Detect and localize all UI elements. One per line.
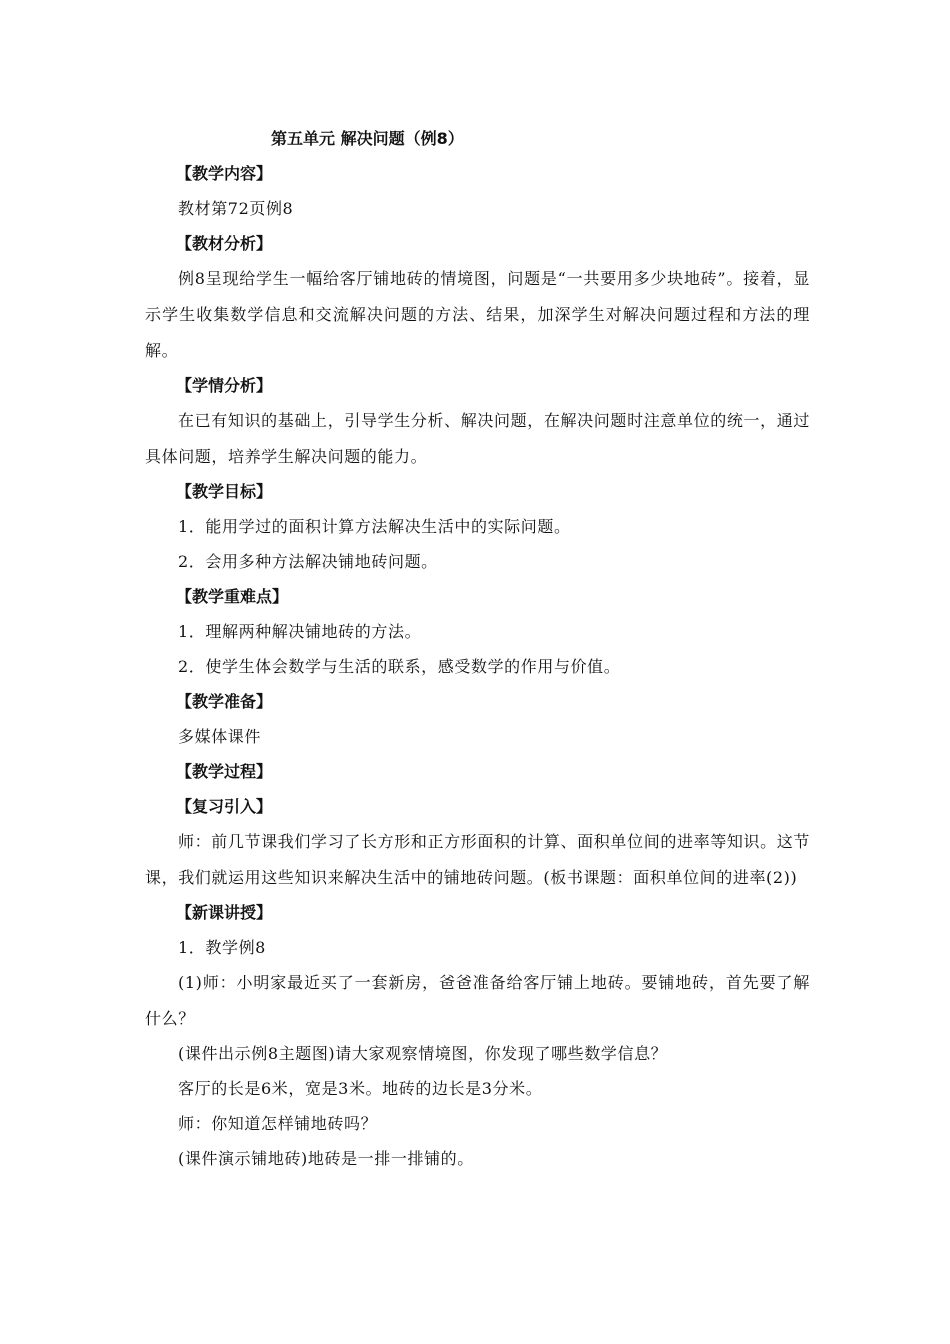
heading-review: 【复习引入】 [176, 797, 273, 816]
heading-teaching-content: 【教学内容】 [176, 164, 273, 183]
goal-item-2: 2．会用多种方法解决铺地砖问题。 [178, 552, 438, 571]
document-page [145, 126, 810, 1181]
key-point-2: 2．使学生体会数学与生活的联系，感受数学的作用与价值。 [178, 657, 621, 676]
teaching-content-text: 教材第72页例8 [178, 199, 294, 218]
student-analysis-text: 在已有知识的基础上，引导学生分析、解决问题，在解决问题时注意单位的统一，通过具体问题，培养学生解决问题的能力。 [145, 411, 810, 466]
review-text: 师：前几节课我们学习了长方形和正方形面积的计算、面积单位间的进率等知识。这节课，我们就运用这些知识来解决生活中的铺地砖问题。(板书课题：面积单位间的进率(2)) [145, 832, 810, 887]
new-lesson-item-5: 师：你知道怎样铺地砖吗？ [178, 1114, 378, 1133]
heading-student-analysis: 【学情分析】 [176, 376, 273, 395]
heading-new-lesson: 【新课讲授】 [176, 903, 273, 922]
heading-teaching-process: 【教学过程】 [176, 762, 273, 781]
new-lesson-item-2: (1)师：小明家最近买了一套新房，爸爸准备给客厅铺上地砖。要铺地砖，首先要了解什么？ [145, 973, 810, 1028]
new-lesson-item-1: 1．教学例8 [178, 938, 266, 957]
heading-key-points: 【教学重难点】 [176, 587, 289, 606]
new-lesson-item-4: 客厅的长是6米，宽是3米。地砖的边长是3分米。 [178, 1079, 543, 1098]
heading-textbook-analysis: 【教材分析】 [176, 234, 273, 253]
new-lesson-item-6: (课件演示铺地砖)地砖是一排一排铺的。 [178, 1149, 474, 1168]
goal-item-1: 1．能用学过的面积计算方法解决生活中的实际问题。 [178, 517, 571, 536]
key-point-1: 1．理解两种解决铺地砖的方法。 [178, 622, 422, 641]
textbook-analysis-text: 例8呈现给学生一幅给客厅铺地砖的情境图，问题是“一共要用多少块地砖”。接着，显示学生收集数学信息和交流解决问题的方法、结果，加深学生对解决问题过程和方法的理解。 [145, 269, 810, 360]
heading-preparation: 【教学准备】 [176, 692, 273, 711]
heading-teaching-goals: 【教学目标】 [176, 482, 273, 501]
document-title: 第五单元 解决问题（例8） [271, 129, 464, 148]
preparation-text: 多媒体课件 [178, 727, 262, 746]
new-lesson-item-3: (课件出示例8主题图)请大家观察情境图，你发现了哪些数学信息？ [178, 1044, 668, 1063]
